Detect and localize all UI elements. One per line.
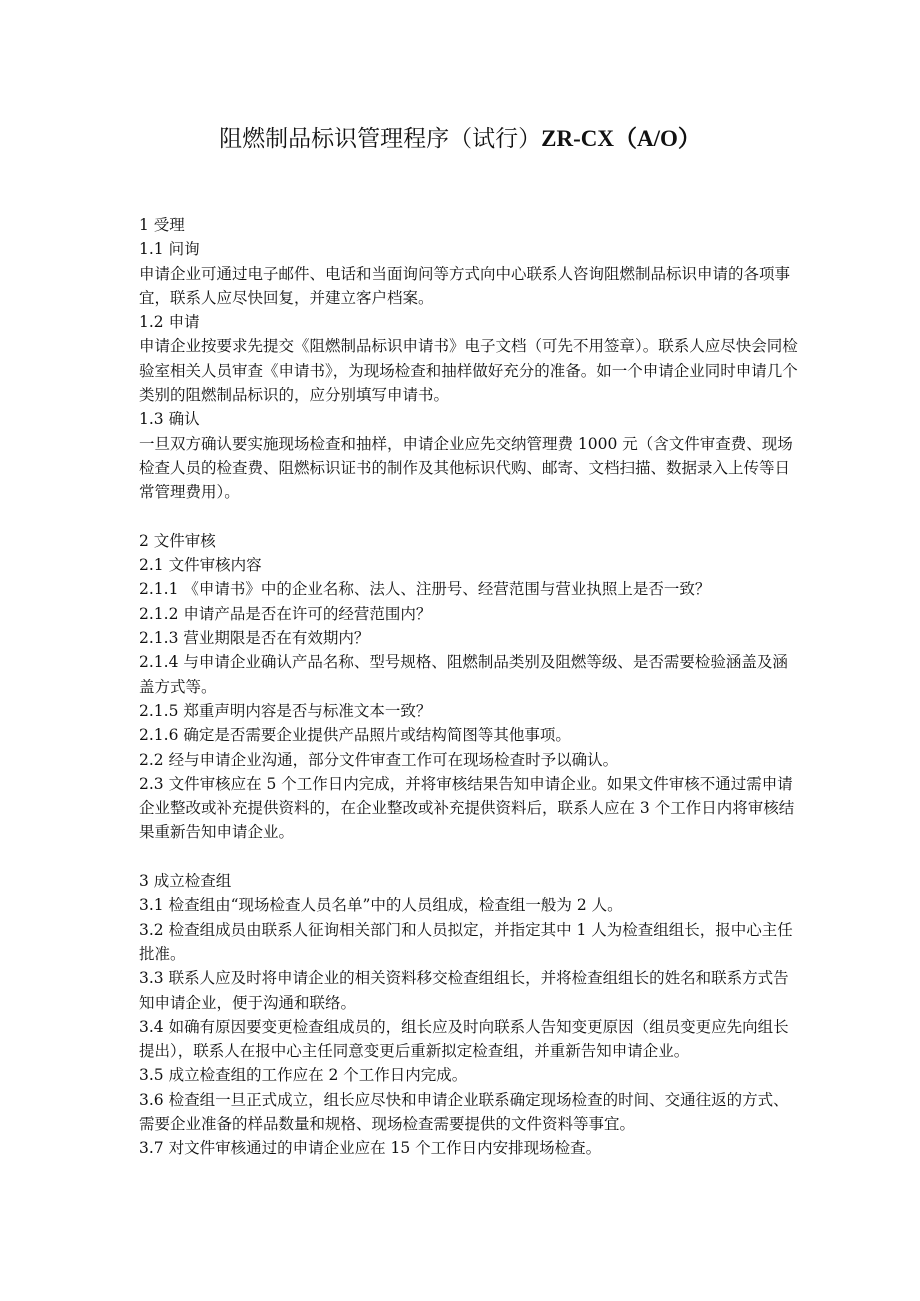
list-item: 3.7 对文件审核通过的申请企业应在 15 个工作日内安排现场检查。 [139, 1139, 602, 1158]
section-heading: 1 受理 [139, 216, 185, 234]
blank-line [139, 505, 799, 529]
list-item: 2.1.4 与申请企业确认产品名称、型号规格、阻燃制品类别及阻燃等级、是否需要检验涵盖及涵盖方式等。 [139, 653, 788, 696]
blank-line [139, 845, 799, 869]
list-item: 3.4 如确有原因要变更检查组成员的，组长应及时向联系人告知变更原因（组员变更应先向组长提出），联系人在报中心主任同意变更后重新拟定检查组，并重新告知申请企业。 [139, 1017, 789, 1061]
subsection-heading: 2.1 文件审核内容 [139, 556, 262, 575]
paragraph: 一旦双方确认要实施现场检查和抽样，申请企业应先交纳管理费 1000 元（含文件审查费、现场检查人员的检查费、阻燃标识证书的制作及其他标识代购、邮寄、文档扫描、数据录入上传等日常管理费用）。 [139, 434, 793, 502]
list-item: 2.1.1 《申请书》中的企业名称、法人、注册号、经营范围与营业执照上是否一致？ [139, 580, 711, 599]
section-heading: 2 文件审核 [139, 531, 216, 550]
list-item: 2.3 文件审核应在 5 个工作日内完成，并将审核结果告知申请企业。如果文件审核不通过需申请企业整改或补充提供资料的，在企业整改或补充提供资料后，联系人应在 3 个工作日内将审核结果重新告知申请企业。 [139, 774, 795, 842]
list-item: 3.6 检查组一旦正式成立，组长应尽快和申请企业联系确定现场检查的时间、交通往返的方式、需要企业准备的样品数量和规格、现场检查需要提供的文件资料等事宜。 [139, 1090, 789, 1133]
document-body [139, 213, 799, 1161]
list-item: 2.1.2 申请产品是否在许可的经营范围内？ [139, 604, 432, 623]
subsection-heading: 1.3 确认 [139, 410, 200, 429]
list-item: 2.2 经与申请企业沟通，部分文件审查工作可在现场检查时予以确认。 [139, 750, 619, 769]
paragraph: 申请企业按要求先提交《阻燃制品标识申请书》电子文档（可先不用签章）。联系人应尽快会同检验室相关人员审查《申请书》，为现场检查和抽样做好充分的准备。如一个申请企业同时申请几个类别的阻燃制品标识的，应分别填写申请书。 [139, 337, 798, 405]
list-item: 3.2 检查组成员由联系人征询相关部门和人员拟定，并指定其中 1 人为检查组组长，报中心主任批准。 [139, 920, 793, 963]
paragraph: 申请企业可通过电子邮件、电话和当面询问等方式向中心联系人咨询阻燃制品标识申请的各项事宜，联系人应尽快回复，并建立客户档案。 [139, 264, 791, 307]
list-item: 3.5 成立检查组的工作应在 2 个工作日内完成。 [139, 1066, 468, 1085]
list-item: 3.1 检查组由“现场检查人员名单”中的人员组成，检查组一般为 2 人。 [139, 896, 623, 915]
subsection-heading: 1.2 申请 [139, 313, 200, 332]
list-item: 2.1.3 营业期限是否在有效期内？ [139, 629, 370, 648]
title-code: ZR-CX（A/O） [541, 126, 701, 151]
list-item: 3.3 联系人应及时将申请企业的相关资料移交检查组组长，并将检查组组长的姓名和联系方式告知申请企业，便于沟通和联络。 [139, 969, 789, 1012]
subsection-heading: 1.1 问询 [139, 240, 200, 259]
document-title [0, 124, 920, 154]
list-item: 2.1.5 郑重声明内容是否与标准文本一致？ [139, 701, 432, 720]
title-main: 阻燃制品标识管理程序（试行） [219, 126, 542, 152]
section-heading: 3 成立检查组 [139, 872, 232, 891]
list-item: 2.1.6 确定是否需要企业提供产品照片或结构简图等其他事项。 [139, 726, 571, 745]
